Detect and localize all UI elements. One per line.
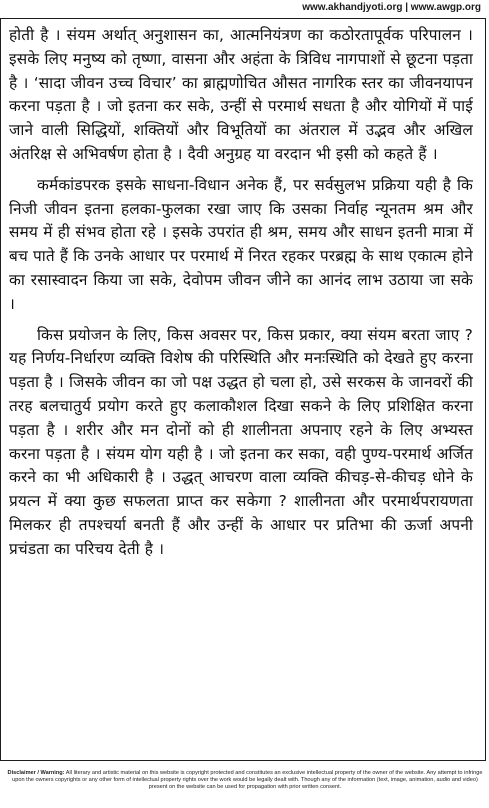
disclaimer-label: Disclaimer / Warning: — [7, 770, 65, 776]
disclaimer — [6, 770, 484, 792]
paragraph-2: कर्मकांडपरक इसके साधना-विधान अनेक हैं, पर सर्वसुलभ प्रक्रिया यही है कि निजी जीवन इतना हलका-फुलका रखा जाए कि उसका निर्वाह न्यूनतम श्रम और समय में ही संभव होता रहे । इसके उपरांत ही श्रम, समय और साधन इतनी मात्रा में बच पाते हैं कि उनके आधार पर परमार्थ में निरत रहकर परब्रह्म के साथ एकात्म होने का रसास्वादन किया जा सके, देवोपम जीवन जीने का आनंद लाभ उठाया जा सके । — [9, 175, 473, 313]
article-body — [9, 24, 473, 569]
top-bar — [0, 0, 489, 18]
paragraph-3: किस प्रयोजन के लिए, किस अवसर पर, किस प्रकार, क्या संयम बरता जाए ? यह निर्णय-निर्धारण व्यक्ति विशेष की परिस्थिति और मनःस्थिति को देखते हुए करना पड़ता है । जिसके जीवन का जो पक्ष उद्धत हो चला हो, उसे सरकस के जानवरों की तरह बलचातुर्य प्रयोग करते हुए कलाकौशल दिखा सकने के लिए प्रशिक्षित करना पड़ता है । शरीर और मन दोनों को ही शालीनता अपनाए रहने के लिए अभ्यस्त करना पड़ता है । संयम योग यही है । जो इतना कर सका, वही पुण्य-परमार्थ अर्जित करने का भी अधिकारी है । उद्धत् आचरण वाला व्यक्ति कीचड़-से-कीचड़ धोने के प्रयत्न में क्या कुछ सफलता प्राप्त कर सकेगा ? शालीनता और परमार्थपरायणता मिलकर ही तपश्चर्या बनती हैं और उन्हीं के आधार पर प्रतिभा की ऊर्जा अपनी प्रचंडता का परिचय देती है । — [9, 325, 473, 558]
paragraph-1: होती है । संयम अर्थात् अनुशासन का, आत्मनियंत्रण का कठोरतापूर्वक परिपालन । इसके लिए मनुष्य को तृष्णा, वासना और अहंता के त्रिविध नागपाशों से छूटना पड़ता है । ‘सादा जीवन उच्च विचार’ का ब्राह्मणोचित औसत नागरिक स्तर का जीवनयापन करना पड़ता है । जो इतना कर सके, उन्हीं से परमार्थ सधता है और योगियों में पाई जाने वाली सिद्धियों, शक्तियों और विभूतियों का अंतराल में उद्भव और अखिल अंतरिक्ष से अभिवर्षण होता है । दैवी अनुग्रह या वरदान भी इसी को कहते हैं । — [9, 26, 473, 163]
site-links[interactable]: www.akhandjyoti.org | www.awgp.org — [302, 2, 481, 13]
disclaimer-text: All literary and artistic material on this website is copyright protected and constitutes an exclusive intellectual property of the owner of the website. Any attempt to infringe upon the owners copyrights or any other form of intellectual property rights over the work would be legally dealt with. Though any of the information (text, image, animation, audio and video) present on the website can be used for propagation with prior written consent. — [12, 770, 483, 791]
